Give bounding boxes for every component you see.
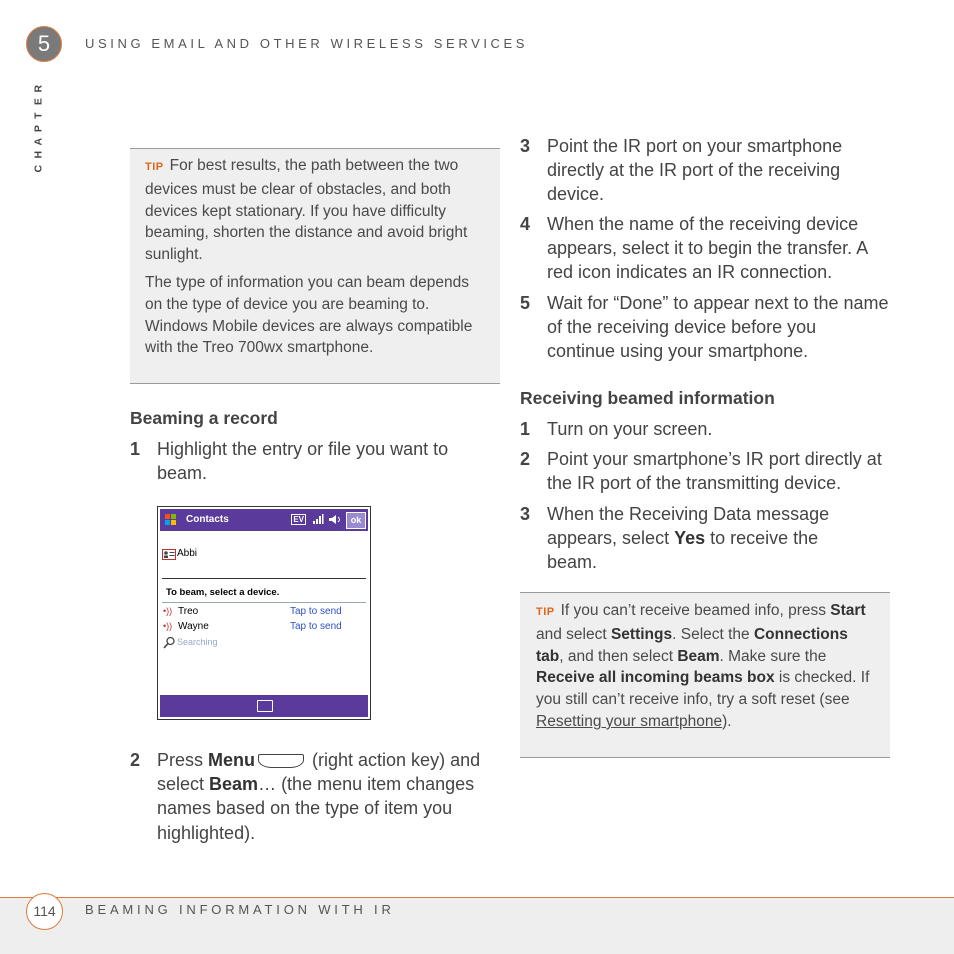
step-text: Turn on your screen. [547, 419, 713, 439]
step-item [130, 748, 500, 848]
step-item [520, 212, 890, 286]
step-number: 5 [520, 293, 531, 313]
phone-title-bar [160, 509, 368, 531]
chapter-label-letter: H [32, 151, 45, 159]
tip-paragraph: The type of information you can beam depends on the type of device you are beaming to. Windows Mobile devices are always compatible with the Treo 700wx smartphone. [145, 273, 473, 357]
ir-icon: •)) [163, 621, 173, 631]
device-name: Treo [178, 606, 199, 617]
chapter-label-letter: A [32, 138, 45, 146]
step-number: 2 [130, 750, 141, 770]
chapter-label-letter: E [32, 98, 45, 106]
chapter-number-badge: 5 [26, 26, 62, 62]
contact-name: Abbi [177, 548, 198, 559]
chapter-label-letter: C [32, 164, 45, 173]
page-number: 114 [26, 893, 63, 930]
beam-keyword: Beam [209, 774, 259, 795]
step-text: Point the IR port on your smartphone directly at the IR port of the receiving device. [547, 136, 843, 205]
volume-icon [328, 514, 344, 525]
tip-text: For best results, the path between the two devices must be clear of obstacles, and both devices kept stationary. If you have difficulty beaming, shorten the distance and avoid bright sunlight. [145, 157, 468, 264]
step-text: Highlight the entry or file you want to beam. [157, 439, 449, 484]
footer-rule [0, 897, 954, 898]
chapter-label-letter: P [32, 125, 45, 133]
step-number: 1 [520, 419, 531, 439]
right-action-key-icon [258, 754, 304, 768]
step-text: Point your smartphone’s IR port directly at the IR port of the transmitting device. [547, 449, 882, 494]
tip-label: TIP [536, 606, 555, 618]
step-text: When the Receiving Data message appears, select Yes to receive the beam. [547, 504, 830, 573]
chapter-vertical-label [32, 82, 46, 175]
step-item [520, 502, 890, 576]
step-text: Press Menu (right action key) and select Beam… (the menu item changes names based on the type of item you highlighted). [157, 750, 481, 843]
step-text: When the name of the receiving device appears, select it to begin the transfer. A red icon indicates an IR connection. [547, 214, 868, 283]
contact-card-icon [162, 549, 176, 560]
yes-keyword: Yes [674, 528, 706, 549]
tap-to-send-link[interactable]: Tap to send [290, 606, 342, 617]
ev-status-icon: EV [293, 515, 304, 524]
divider [162, 602, 366, 603]
step-number: 4 [520, 214, 531, 234]
phone-app-title: Contacts [186, 514, 229, 525]
step-text: Wait for “Done” to appear next to the name of the receiving device before you continue using your smartphone. [547, 293, 889, 362]
phone-bottom-bar [160, 695, 368, 717]
phone-screenshot [157, 506, 371, 720]
step-item [520, 447, 890, 497]
ir-icon: •)) [163, 606, 173, 616]
tip-paragraph: TIP If you can’t receive beamed info, press Start and select Settings. Select the Connections tab, and then select Beam. Make sure the Receive all incoming beams box is checked. If you still can’t receive info, try a soft reset (see Resetting your smartphone). [536, 602, 870, 730]
keyboard-icon[interactable] [257, 700, 273, 712]
resetting-smartphone-link[interactable]: Resetting your smartphone [536, 712, 723, 730]
beam-prompt: To beam, select a device. [166, 587, 280, 598]
step-number: 1 [130, 439, 141, 459]
section-heading-beaming-record: Beaming a record [130, 408, 278, 428]
menu-keyword: Menu [208, 750, 256, 770]
tip-paragraph [145, 155, 484, 266]
step-item [130, 437, 500, 487]
step-number: 3 [520, 504, 531, 524]
step-number: 3 [520, 136, 531, 156]
device-name: Wayne [178, 621, 209, 632]
step-item [520, 417, 890, 443]
signal-icon [312, 513, 324, 525]
chapter-label-letter: R [32, 84, 45, 93]
step-item [520, 291, 890, 365]
tip-box-receiving [520, 592, 890, 758]
divider [162, 578, 366, 579]
step-item [520, 134, 890, 208]
ok-button[interactable]: ok [346, 512, 366, 529]
windows-start-icon [164, 513, 178, 527]
section-heading-receiving: Receiving beamed information [520, 388, 775, 408]
tip-box-beaming [130, 148, 500, 384]
footer-section-title: BEAMING INFORMATION WITH IR [85, 902, 395, 917]
chapter-label-letter: T [32, 112, 45, 119]
search-icon [163, 636, 176, 649]
tip-label: TIP [145, 161, 164, 173]
chapter-title: USING EMAIL AND OTHER WIRELESS SERVICES [85, 36, 529, 51]
searching-status: Searching [177, 637, 218, 647]
tap-to-send-link[interactable]: Tap to send [290, 621, 342, 632]
step-number: 2 [520, 449, 531, 469]
